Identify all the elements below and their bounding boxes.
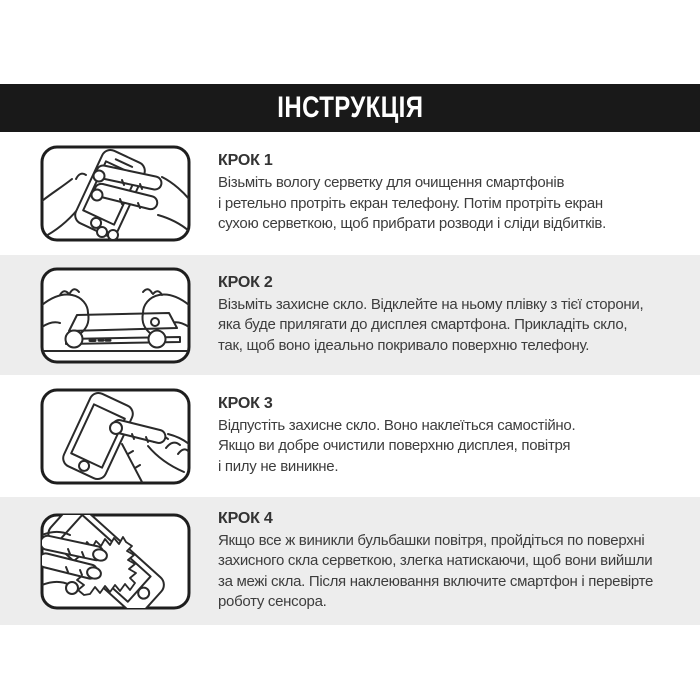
step-3-section <box>0 375 700 497</box>
step-3-label: КРОК 3 <box>218 394 273 412</box>
hold-glass-illustration <box>38 265 193 366</box>
hold-glass-icon <box>38 265 193 366</box>
wipe-phone-icon <box>38 143 193 244</box>
step-1-line-3: сухою серветкою, щоб прибрати розводи і сліди відбитків. <box>218 215 606 233</box>
step-4-line-1: Якщо все ж виникли бульбашки повітря, пройдіться по поверхні <box>218 531 645 549</box>
step-1-line-2: і ретельно протріть екран телефону. Потім протріть екран <box>218 194 603 212</box>
step-1-line-1: Візьміть вологу серветку для очищення смартфонів <box>218 174 565 192</box>
step-2-line-2: яка буде прилягати до дисплея смартфона. Прикладіть скло, <box>218 316 628 334</box>
step-1-label: КРОК 1 <box>218 152 273 170</box>
finger-press-illustration <box>38 386 193 487</box>
step-2-line-1: Візьміть захисне скло. Відклейте на ньому плівку з тієї сторони, <box>218 295 644 313</box>
finger-press-icon <box>38 386 193 487</box>
step-4-label: КРОК 4 <box>218 509 273 527</box>
step-1-section <box>0 132 700 255</box>
cloth-wipe-illustration <box>38 511 193 612</box>
cloth-wipe-icon <box>38 511 193 612</box>
top-margin <box>0 0 700 84</box>
page-title: ІНСТРУКЦІЯ <box>276 91 424 124</box>
step-3-line-3: і пилу не виникне. <box>218 457 339 475</box>
header-bar <box>0 84 700 132</box>
wipe-phone-illustration <box>38 143 193 244</box>
step-3-line-1: Відпустіть захисне скло. Воно наклеїться самостійно. <box>218 416 576 434</box>
step-4-text <box>218 510 653 613</box>
step-3-text <box>218 395 575 478</box>
step-4-line-3: за межі скла. Після наклеювання включите смартфон і перевірте <box>218 572 654 590</box>
step-2-text <box>218 274 643 357</box>
step-2-section <box>0 255 700 375</box>
step-4-section <box>0 497 700 625</box>
step-2-label: КРОК 2 <box>218 273 273 291</box>
bottom-margin <box>0 625 700 700</box>
step-4-line-2: захисного скла серветкою, злегка натискаючи, щоб вони вийшли <box>218 552 653 569</box>
step-4-line-4: роботу сенсора. <box>218 593 327 610</box>
step-3-line-2: Якщо ви добре очистили поверхню дисплея, повітря <box>218 437 571 455</box>
step-2-line-3: так, щоб воно ідеально покривало поверхню телефону. <box>218 336 590 354</box>
step-1-text <box>218 152 606 235</box>
